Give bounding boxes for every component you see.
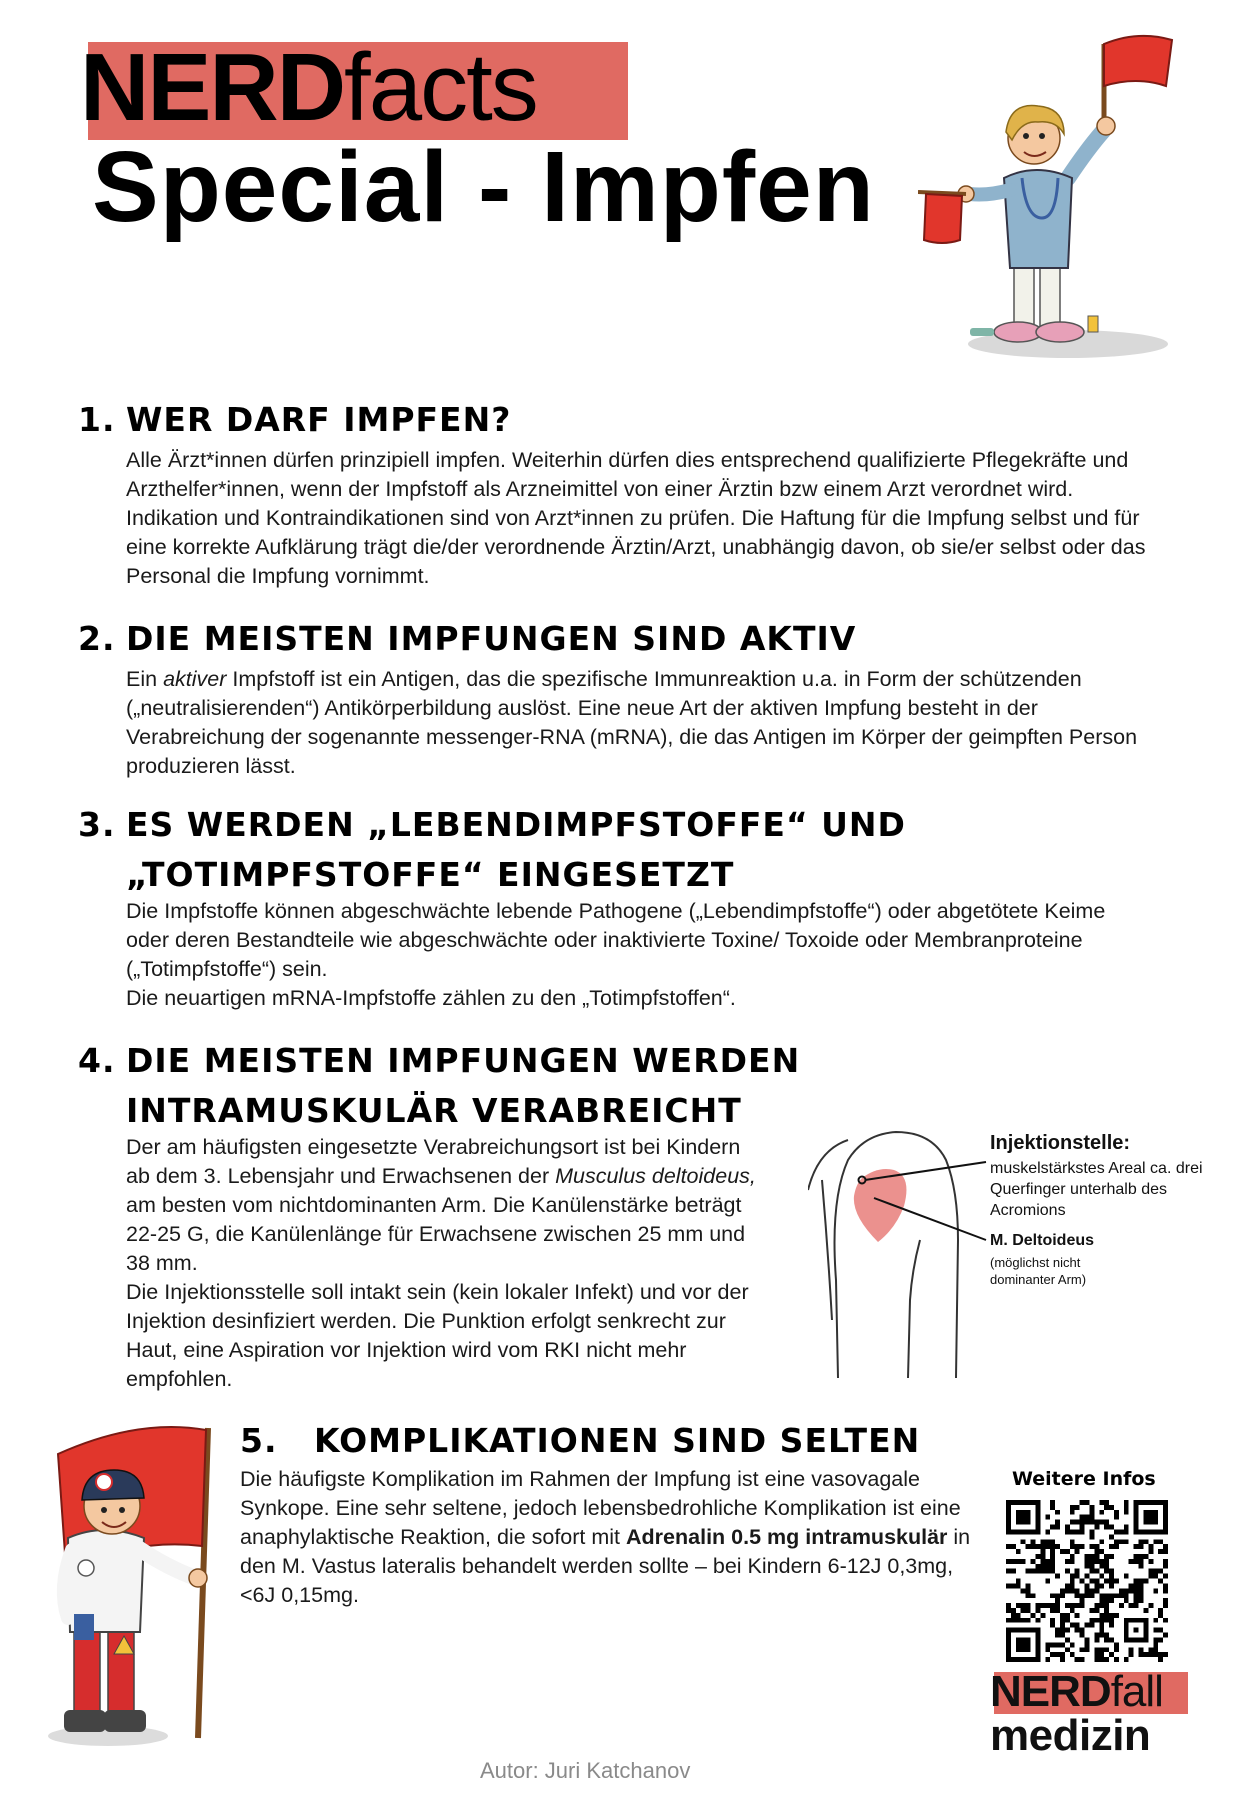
section-2-heading bbox=[78, 614, 1178, 664]
title-facts: facts bbox=[344, 34, 537, 141]
section-4-body bbox=[126, 1133, 766, 1394]
section-5-text-rest: in den M. Vastus lateralis behandelt werden sollte – bei Kindern 6-12J 0,3mg, <6J 0,15mg. bbox=[240, 1525, 971, 1607]
qr-code[interactable] bbox=[1006, 1500, 1168, 1662]
injection-site-description: muskelstärkstes Areal ca. drei Querfinger unterhalb des Acromions bbox=[990, 1160, 1203, 1219]
author-credit: Autor: Juri Katchanov bbox=[480, 1758, 691, 1783]
section-3-paragraph-1: Die Impfstoffe können abgeschwächte lebende Pathogene („Lebendimpfstoffe“) oder abgetötete Keime oder deren Bestandteile wie abgeschwächte oder inaktivierte Toxine/ Toxoide oder Membranproteine („Totimpfstoffe“) sein. bbox=[126, 899, 1106, 981]
section-3-number: 3. bbox=[78, 805, 116, 844]
logo-nerd: NERD bbox=[990, 1667, 1111, 1716]
title-block bbox=[80, 34, 960, 243]
logo-fall: fall bbox=[1110, 1667, 1163, 1716]
section-2-text-start: Ein bbox=[126, 667, 164, 691]
section-4-paragraph-1 bbox=[126, 1133, 766, 1278]
section-2-title: DIE MEISTEN IMPFUNGEN SIND AKTIV bbox=[126, 619, 857, 658]
section-4-text-start: Der am häufigsten eingesetzte Verabreichungsort ist bei Kindern ab dem 3. Lebensjahr und Erwachsenen der bbox=[126, 1135, 741, 1188]
section-2-text-rest: Impfstoff ist ein Antigen, das die spezifische Immunreaktion u.a. in Form der schützenden („neutralisierenden“) Antikörperbildung auslöst. Eine neue Art der aktiven Impfung besteht in der Verabreichung der sogenannte messenger-RNA (mRNA), die das Antigen im Körper der geimpften Person produzieren lässt. bbox=[126, 667, 1138, 778]
section-5-paragraph bbox=[240, 1465, 980, 1610]
title-nerdfacts bbox=[80, 34, 537, 141]
section-3-paragraph-2: Die neuartigen mRNA-Impfstoffe zählen zu den „Totimpfstoffen“. bbox=[126, 986, 736, 1010]
arm-outline-drawing bbox=[808, 1120, 998, 1380]
nerdfall-medizin-logo bbox=[990, 1668, 1190, 1768]
section-4-text-rest: am besten vom nichtdominanten Arm. Die Kanülenstärke beträgt 22-25 G, die Kanülenlänge für Erwachsene zwischen 25 mm und 38 mm. bbox=[126, 1193, 746, 1275]
section-1-heading bbox=[78, 395, 1178, 445]
title-nerd: NERD bbox=[80, 34, 345, 141]
section-5-body bbox=[240, 1465, 980, 1610]
injection-site-diagram bbox=[808, 1120, 1208, 1380]
doctor-cartoon-illustration bbox=[918, 28, 1198, 368]
paramedic-cartoon-illustration bbox=[38, 1418, 238, 1748]
section-3-body bbox=[126, 897, 1146, 1013]
section-1-title: WER DARF IMPFEN? bbox=[126, 400, 512, 439]
section-1-paragraph: Alle Ärzt*innen dürfen prinzipiell impfen. Weiterhin dürfen dies entsprechend qualifizierte Pflegekräfte und Arzthelfer*innen, wenn der Impfstoff als Arzneimittel von einer Ärztin bzw einem Arzt verordnet wird. Indikation und Kontraindikationen sind von Arzt*innen zu prüfen. Die Haftung für die Impfung selbst und für eine korrekte Aufklärung trägt die/der verordnende Ärztin/Arzt, unabhängig davon, ob sie/er selbst oder das Personal die Impfung vornimmt. bbox=[126, 448, 1146, 588]
section-2-body bbox=[126, 665, 1146, 781]
deltoid-note: (möglichst nicht dominanter Arm) bbox=[990, 1255, 1087, 1287]
section-3-title-line1: ES WERDEN „LEBENDIMPFSTOFFE“ UND bbox=[126, 805, 906, 844]
page-title: Special - Impfen bbox=[92, 131, 875, 243]
section-1-number: 1. bbox=[78, 400, 116, 439]
logo-medizin: medizin bbox=[990, 1711, 1151, 1760]
section-2-number: 2. bbox=[78, 619, 116, 658]
logo-nerdfall bbox=[990, 1668, 1163, 1716]
section-5-text-strong: Adrenalin 0.5 mg intramuskulär bbox=[626, 1525, 948, 1549]
section-2-paragraph bbox=[126, 665, 1146, 781]
section-4-number: 4. bbox=[78, 1041, 116, 1080]
section-5-text-start: Die häufigste Komplikation im Rahmen der Impfung ist eine vasovagale Synkope. Eine sehr seltene, jedoch lebensbedrohliche Komplikation ist eine anaphylaktische Reaktion, die sofort mit bbox=[240, 1467, 961, 1549]
more-info-label: Weitere Infos bbox=[1012, 1468, 1156, 1490]
section-3-heading bbox=[78, 800, 1178, 900]
section-5-heading bbox=[240, 1416, 1236, 1466]
deltoid-label: M. Deltoideus bbox=[990, 1232, 1095, 1249]
injection-site-title: Injektionstelle: bbox=[990, 1132, 1131, 1154]
section-1-body bbox=[126, 446, 1146, 591]
section-5-number: 5. bbox=[240, 1421, 278, 1460]
section-3-title-line2: „TOTIMPFSTOFFE“ EINGESETZT bbox=[126, 855, 735, 894]
section-5-title: KOMPLIKATIONEN SIND SELTEN bbox=[314, 1421, 921, 1460]
section-4-text-emphasis: Musculus deltoideus, bbox=[555, 1164, 756, 1188]
section-4-paragraph-2: Die Injektionsstelle soll intakt sein (kein lokaler Infekt) und vor der Injektion desinfiziert werden. Die Punktion erfolgt senkrecht zur Haut, eine Aspiration vor Injektion wird vom RKI nicht mehr empfohlen. bbox=[126, 1280, 749, 1391]
section-4-title-line2: INTRAMUSKULÄR VERABREICHT bbox=[126, 1091, 742, 1130]
section-2-text-emphasis: aktiver bbox=[163, 667, 227, 691]
section-4-title-line1: DIE MEISTEN IMPFUNGEN WERDEN bbox=[126, 1041, 801, 1080]
